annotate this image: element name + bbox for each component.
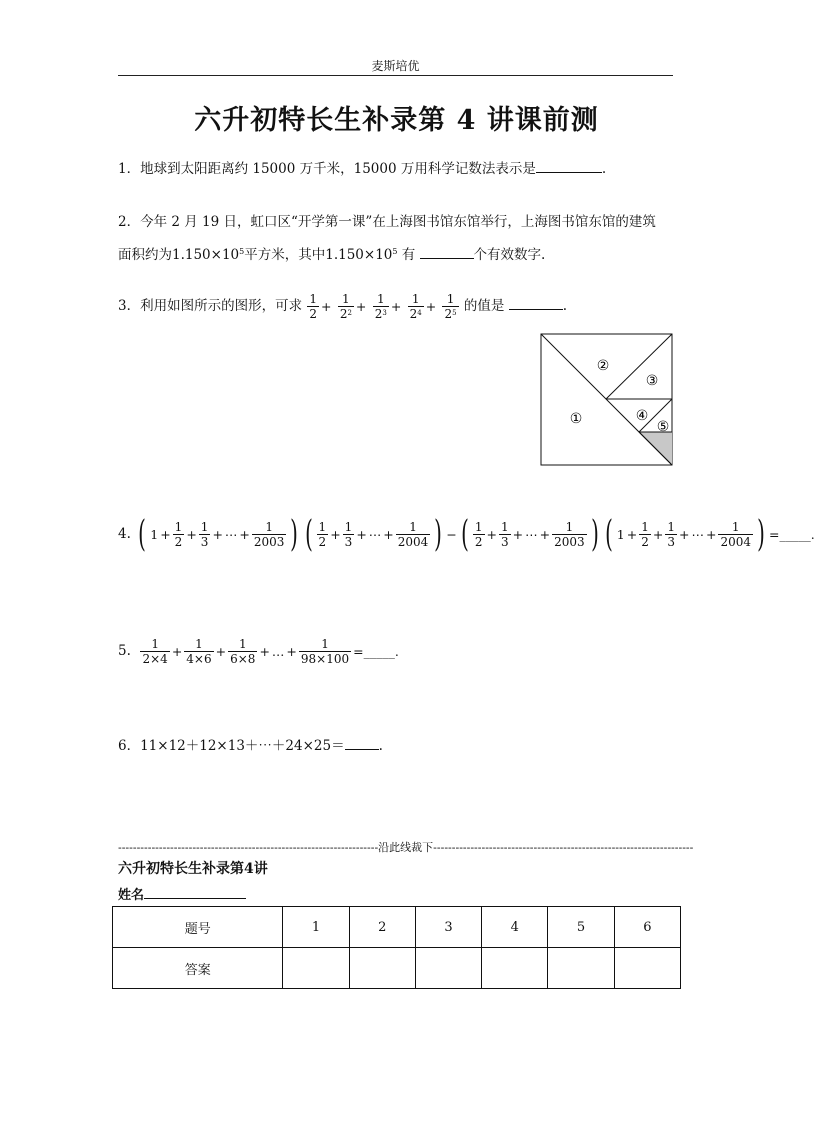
answer-blank-2[interactable] <box>420 244 474 259</box>
page-title: 六升初特长生补录第 4 讲课前测 <box>194 105 599 136</box>
fraction-1-over-2-sq: $\frac{1}{2^2}$ <box>339 292 352 321</box>
q2-exponent-2: 5 <box>392 247 398 256</box>
fraction-1-over-2-cube: $\frac{1}{2^3}$ <box>374 292 387 321</box>
region-label-3: ③ <box>645 373 659 389</box>
question-4-prefix: 4. <box>118 526 131 542</box>
question-number-cell: 3 <box>415 907 481 948</box>
page-header: 麦斯培优 <box>371 59 420 73</box>
question-1-end: . <box>601 161 607 177</box>
region-label-4: ④ <box>635 408 649 424</box>
question-2-line-1: 2．今年 2 月 19 日，虹口区“开学第一课”在上海图书馆东馆举行，上海图书馆东馆的建筑 <box>118 214 656 230</box>
question-number-header: 题号 <box>113 907 283 948</box>
name-label: 姓名 <box>118 888 145 903</box>
answer-header: 答案 <box>113 948 283 989</box>
question-number-cell: 5 <box>548 907 614 948</box>
question-2-line-2 <box>118 244 545 265</box>
question-6-text: 6．11×12＋12×13＋⋯＋24×25＝ <box>118 738 345 754</box>
fraction-1-over-2-pow4: $\frac{1}{2^4}$ <box>409 292 422 321</box>
q2-has-text: 有 <box>401 247 416 263</box>
fraction-1-over-2-pow5: $\frac{1}{2^5}$ <box>444 292 457 321</box>
answer-blank-1[interactable] <box>536 158 602 173</box>
name-input[interactable] <box>144 886 246 899</box>
question-3: 3．利用如图所示的图形，可求 $\frac{1}{2}$ + $\frac{1}{2^2}$ + $\frac{1}{2^3}$ + $\frac{1}{2^4}$ + $\frac{1}{2^5}$ 的值是 . <box>118 292 567 321</box>
answer-blank-6[interactable] <box>345 735 379 750</box>
question-1 <box>118 158 606 179</box>
answer-blank-3[interactable] <box>509 295 563 310</box>
question-4-end: =_____. <box>769 526 815 542</box>
question-number-cell: 2 <box>349 907 415 948</box>
q2-area-text: 面积约为1.150×10 <box>118 247 240 263</box>
region-label-2: ② <box>596 358 610 374</box>
q2-mid-text: 平方米，其中1.150×10 <box>244 247 393 263</box>
answer-cell[interactable] <box>349 948 415 989</box>
answer-sheet-title: 六升初特长生补录第4讲 <box>118 861 268 877</box>
answer-cell[interactable] <box>614 948 680 989</box>
region-label-1: ① <box>569 411 583 427</box>
region-label-5: ⑤ <box>656 419 670 435</box>
question-5-end: =_____. <box>353 643 399 659</box>
cut-line: ----------------------------------------------------------------------沿此线裁下---------------------------------------------------------------------- <box>118 841 694 854</box>
question-1-text: 1．地球到太阳距离约 15000 万千米，15000 万用科学记数法表示是 <box>118 161 536 177</box>
question-6-end: . <box>378 738 383 754</box>
answer-cell[interactable] <box>482 948 548 989</box>
question-4: 4. ( 1 + $\frac{1}{2}$ + $\frac{1}{3}$ + ⋯ + $\frac{1}{2003}$ ) ( $\frac{1}{2}$ + $\frac{1}{3}$ + ⋯ + $\frac{1}{2004}$ ) − ( $\frac{1}{2}$ + $\frac{1}{3}$ + ⋯ + $\frac{1}{2003}$ ) ( 1 + $\frac{1}{2}$ + $\frac{1}{3}$ + ⋯ + $\frac{1}{2004}$ ) =_____. <box>118 513 815 555</box>
question-number-cell: 6 <box>614 907 680 948</box>
question-3-suffix: 的值是 <box>463 298 505 314</box>
answer-table <box>112 906 681 989</box>
fraction-1-over-2: $\frac{1}{2}$ <box>309 292 318 321</box>
question-number-cell: 4 <box>482 907 548 948</box>
question-5: 5. $\frac{1}{2\times 4}$ + $\frac{1}{4\times 6}$ + $\frac{1}{6\times 8}$ + … + $\frac{1}{98\times 100}$ =_____. <box>118 637 399 666</box>
square-partition-figure <box>540 333 673 466</box>
question-3-end: . <box>562 298 567 314</box>
q2-end-text: 个有效数字. <box>473 247 546 263</box>
question-3-prefix: 3．利用如图所示的图形，可求 <box>118 298 303 314</box>
answer-cell[interactable] <box>415 948 481 989</box>
answer-cell[interactable] <box>548 948 614 989</box>
table-row <box>113 948 681 989</box>
header-divider <box>118 75 673 76</box>
q2-exponent-1: 5 <box>239 247 245 256</box>
answer-cell[interactable] <box>283 948 349 989</box>
question-number-cell: 1 <box>283 907 349 948</box>
question-5-prefix: 5. <box>118 643 131 659</box>
question-6 <box>118 735 383 756</box>
table-row <box>113 907 681 948</box>
name-row <box>118 884 246 903</box>
